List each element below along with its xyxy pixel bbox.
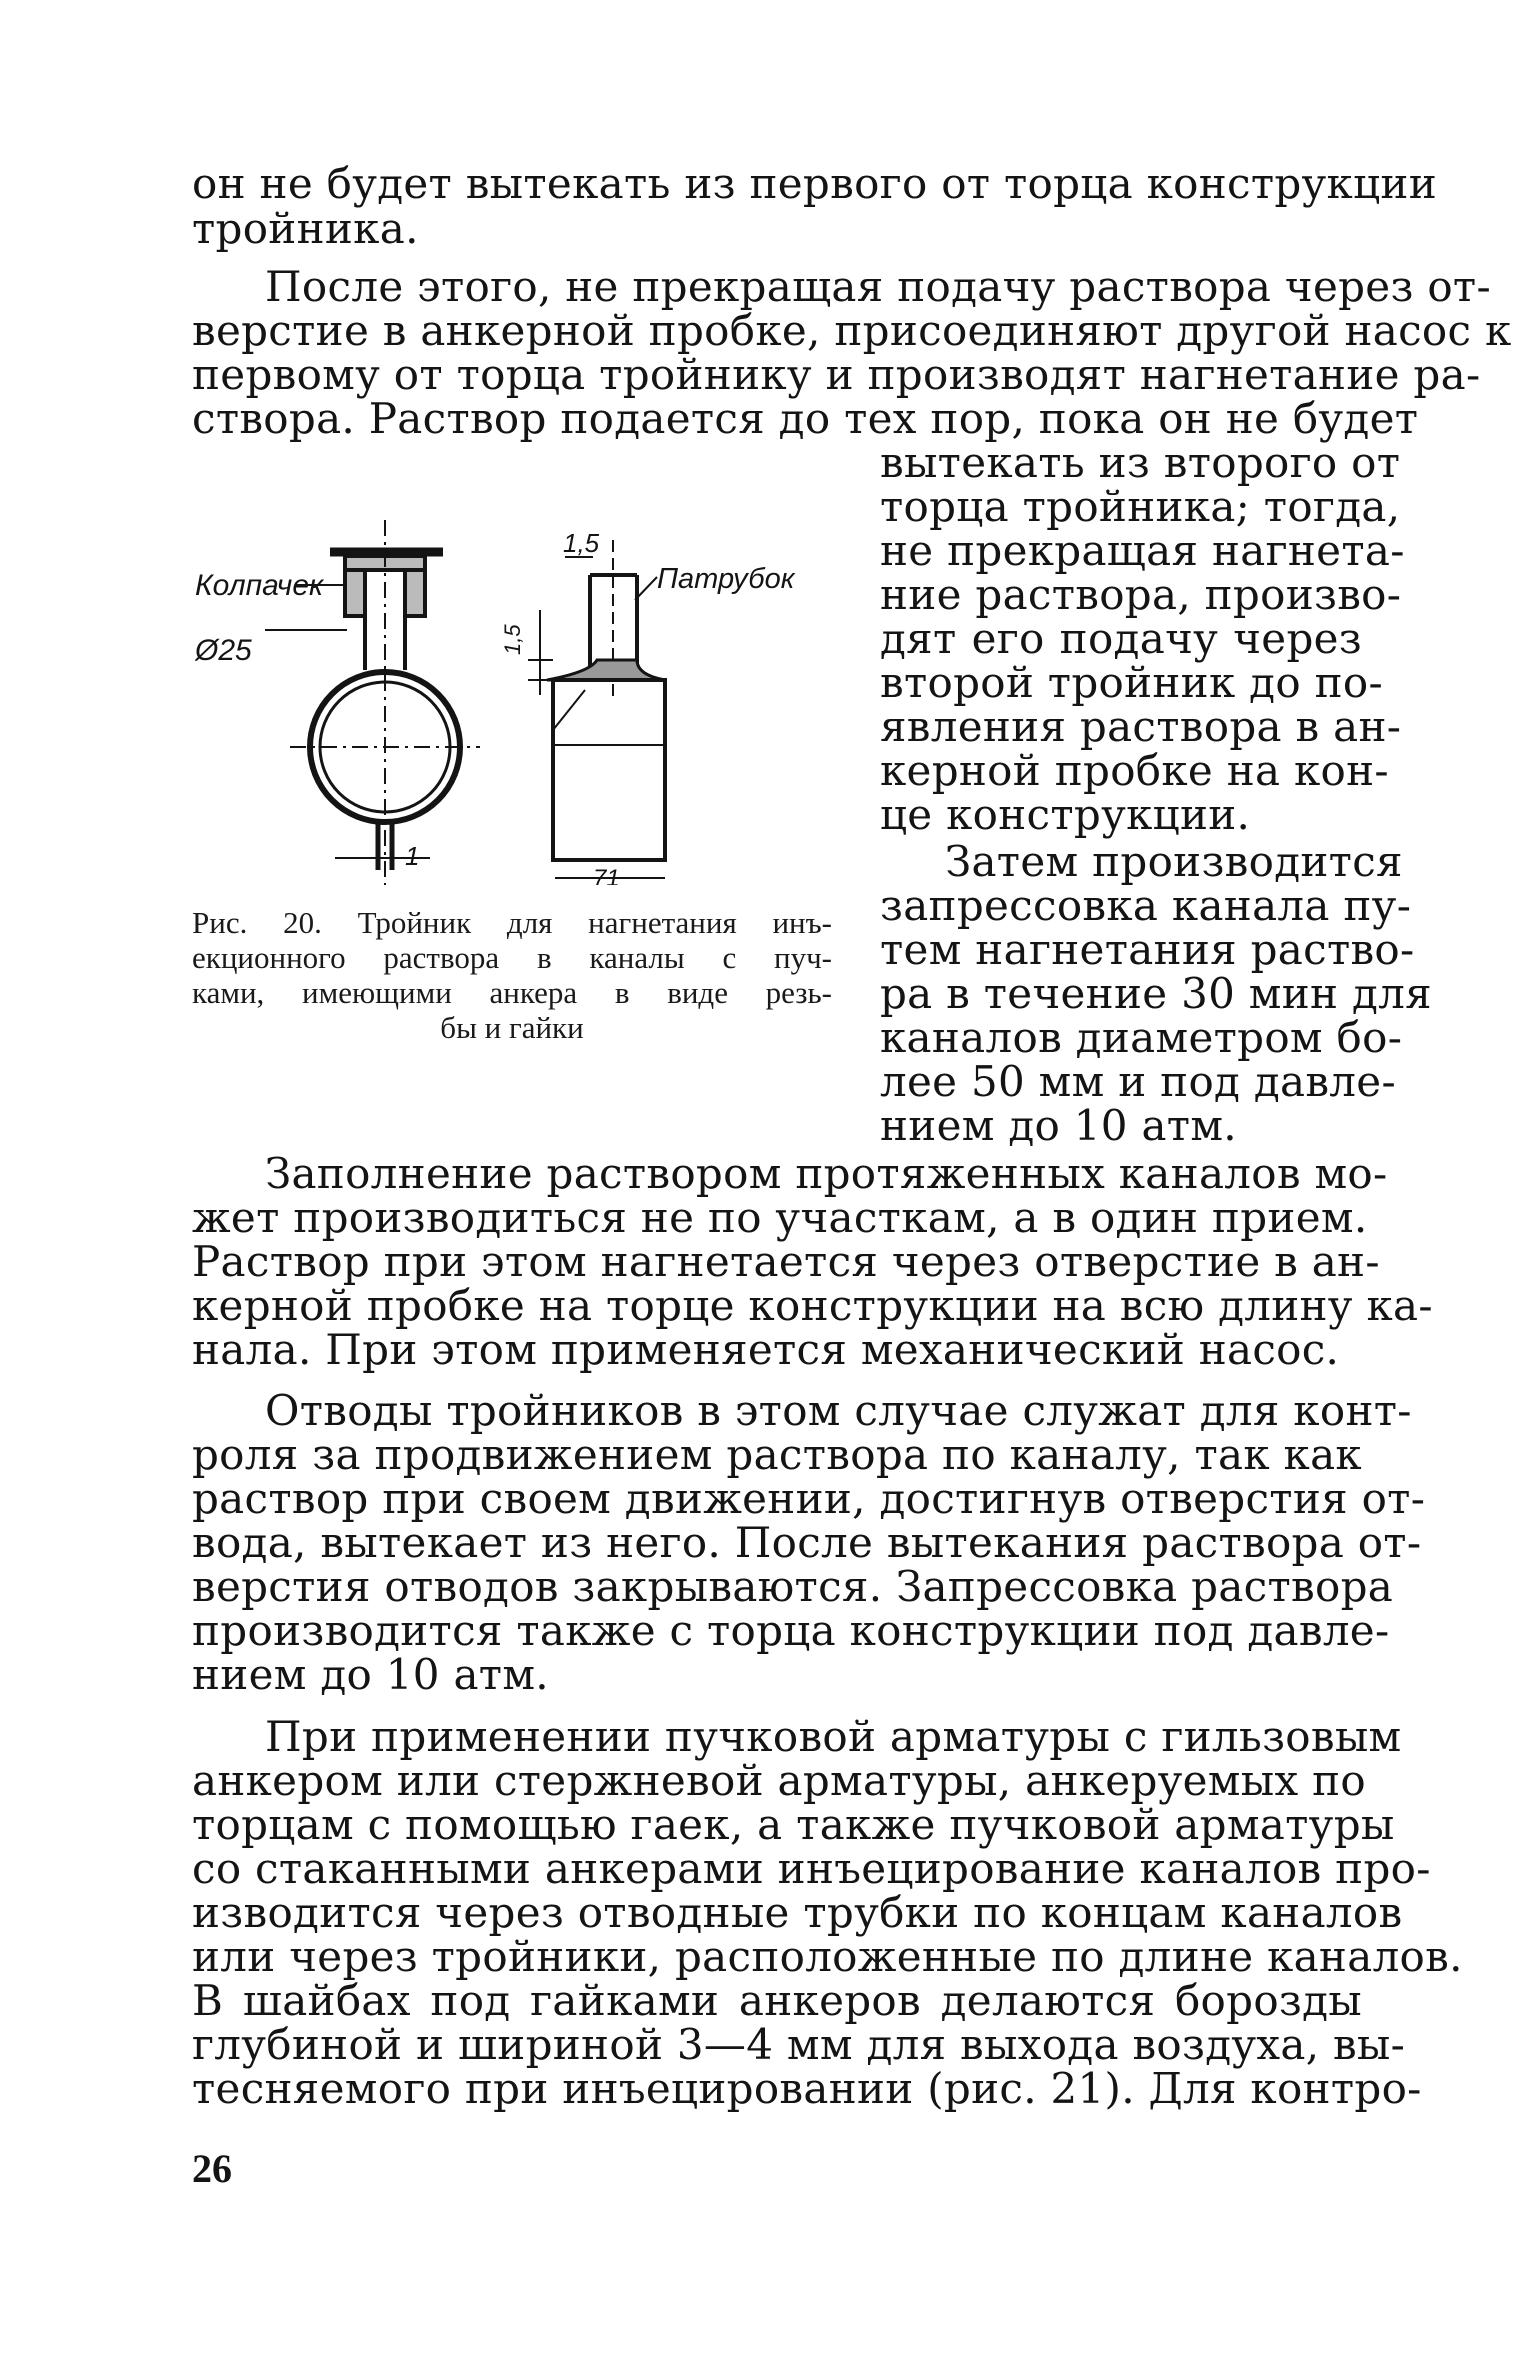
text-line: верстие в анкерной пробке, присоединяют другой насос к xyxy=(192,306,1512,355)
text-line: раствор при своем движении, достигнув отверстия от- xyxy=(192,1474,1426,1523)
text-line: нием до 10 атм. xyxy=(192,1650,549,1699)
text-line: После этого, не прекращая подачу раствора через от- xyxy=(265,262,1491,311)
text-line: тем нагнетания раство- xyxy=(880,925,1415,974)
text-line: нием до 10 атм. xyxy=(880,1101,1237,1150)
label-cap: Колпачек xyxy=(195,569,324,602)
label-pipe: Патрубок xyxy=(657,563,795,595)
text-line: анкером или стержневой арматуры, анкеруемых по xyxy=(192,1756,1367,1805)
tube-body xyxy=(553,680,665,860)
hatch-line xyxy=(553,690,585,730)
text-line: дят его подачу через xyxy=(880,614,1362,663)
text-line: створа. Раствор подается до тех пор, пока он не будет xyxy=(192,394,1419,443)
text-line: тесняемого при инъецировании (рис. 21). Для контро- xyxy=(192,2064,1422,2113)
text-line: второй тройник до по- xyxy=(880,658,1383,707)
figure-caption xyxy=(192,905,832,1045)
dim-diameter: Ø25 xyxy=(195,634,252,667)
text-line: изводится через отводные трубки по концам каналов xyxy=(192,1888,1403,1937)
text-line: производится также с торца конструкции под давле- xyxy=(192,1606,1390,1655)
text-line: вода, вытекает из него. После вытекания раствора от- xyxy=(192,1518,1422,1567)
text-line: или через тройники, расположенные по длине каналов. xyxy=(192,1932,1463,1981)
dim-bottom: 1 xyxy=(405,841,420,871)
dim-width: 71 xyxy=(593,865,620,885)
text-line: роля за продвижением раствора по каналу, так как xyxy=(192,1430,1362,1479)
text-line: нала. При этом применяется механический насос. xyxy=(192,1325,1340,1374)
text-line: Отводы тройников в этом случае служат для конт- xyxy=(265,1386,1412,1435)
text-line: тройника. xyxy=(192,204,419,253)
text-line: он не будет вытекать из первого от торца конструкции xyxy=(192,159,1438,208)
text-line: торца тройника; тогда, xyxy=(880,482,1401,531)
text-line: керной пробке на кон- xyxy=(880,746,1389,795)
text-line: При применении пучковой арматуры с гильзовым xyxy=(265,1712,1402,1761)
text-line: вытекать из второго от xyxy=(880,438,1401,487)
text-line: глубиной и шириной 3—4 мм для выхода воздуха, вы- xyxy=(192,2020,1406,2069)
text-line: не прекращая нагнета- xyxy=(880,526,1405,575)
caption-line: бы и гайки xyxy=(440,1010,584,1045)
text-line: В шайбах под гайками анкеров делаются борозды xyxy=(192,1976,1362,2025)
text-line: ние раствора, произво- xyxy=(880,570,1402,619)
text-line: керной пробке на торце конструкции на всю длину ка- xyxy=(192,1281,1433,1330)
dim-side: 1,5 xyxy=(500,624,525,655)
caption-line: Рис. 20. Тройник для нагнетания инъ- xyxy=(192,905,832,940)
text-line: Затем производится xyxy=(945,837,1403,886)
tee-figure xyxy=(195,500,835,885)
text-line: запрессовка канала пу- xyxy=(880,881,1412,930)
text-line: жет производиться не по участкам, а в один прием. xyxy=(192,1193,1368,1242)
text-line: Заполнение раствором протяженных каналов мо- xyxy=(265,1149,1388,1198)
text-line: явления раствора в ан- xyxy=(880,702,1402,751)
page-number: 26 xyxy=(192,2146,232,2191)
weld-fillet xyxy=(547,660,665,680)
text-line: первому от торца тройнику и производят нагнетание ра- xyxy=(192,350,1481,399)
text-line: це конструкции. xyxy=(880,790,1251,839)
dim-top: 1,5 xyxy=(563,528,600,558)
caption-line: ками, имеющими анкера в виде резь- xyxy=(192,975,832,1010)
text-line: ра в течение 30 мин для xyxy=(880,969,1432,1018)
text-line: верстия отводов закрываются. Запрессовка раствора xyxy=(192,1562,1394,1611)
text-line: Раствор при этом нагнетается через отверстие в ан- xyxy=(192,1237,1380,1286)
text-line: каналов диаметром бо- xyxy=(880,1013,1403,1062)
text-line: лее 50 мм и под давле- xyxy=(880,1057,1396,1106)
caption-line: екционного раствора в каналы с пуч- xyxy=(192,940,832,975)
text-line: со стаканными анкерами инъецирование каналов про- xyxy=(192,1844,1431,1893)
text-line: торцам с помощью гаек, а также пучковой арматуры xyxy=(192,1800,1395,1849)
